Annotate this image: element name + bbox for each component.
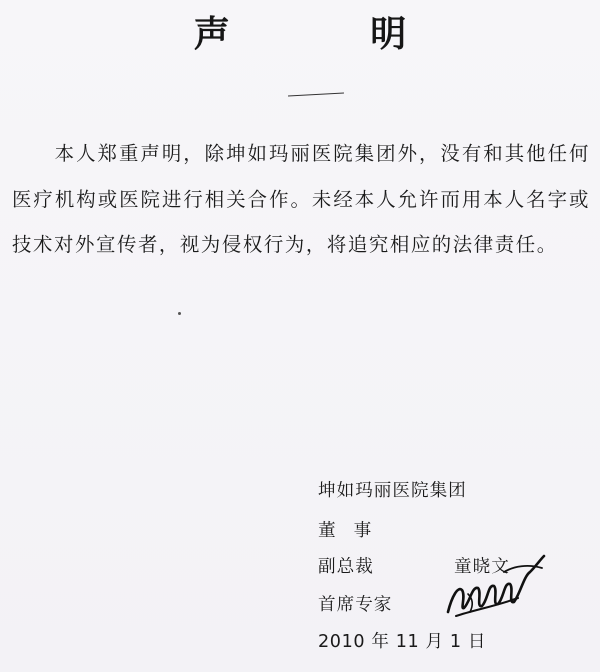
signature-organization: 坤如玛丽医院集团 xyxy=(318,481,467,501)
signature-role-chief-expert: 首席专家 xyxy=(318,595,393,615)
signature-role-vice-president: 副总裁 xyxy=(318,557,374,577)
declaration-body: 本人郑重声明，除坤如玛丽医院集团外，没有和其他任何医疗机构或医院进行相关合作。未经本人允许而用本人名字或技术对外宣传者，视为侵权行为，将追究相应的法律责任。 xyxy=(12,142,590,256)
signatory-name: 童晓文 xyxy=(454,557,510,577)
ink-speck xyxy=(178,312,181,315)
document-title: 声 明 xyxy=(193,14,471,55)
signature-date: 2010 年 11 月 1 日 xyxy=(318,632,487,652)
signature-role-board: 董事 xyxy=(318,521,390,541)
title-underline xyxy=(288,93,344,97)
handwritten-signature xyxy=(444,546,554,624)
